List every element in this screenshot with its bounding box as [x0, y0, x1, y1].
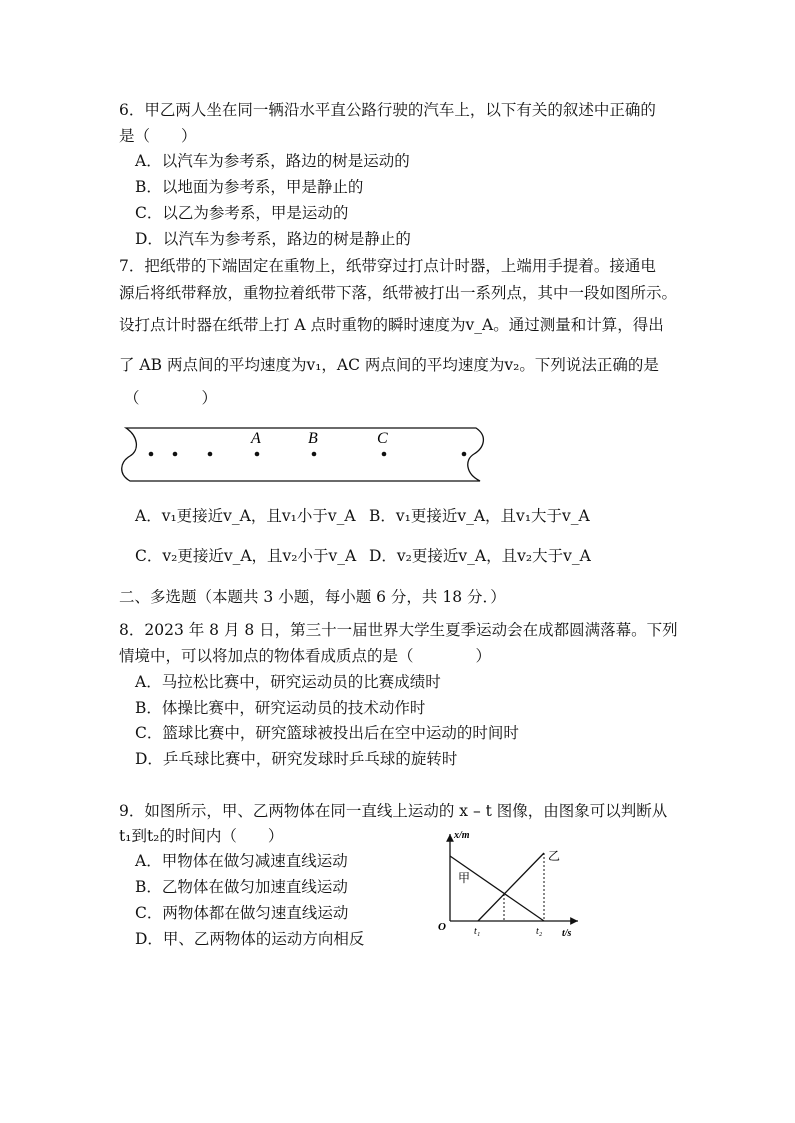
q8-option-d: D．乒乓球比赛中，研究发球时乒乓球的旋转时 — [135, 750, 458, 768]
x-axis-label: t/s — [562, 928, 572, 939]
paper-tape-figure — [116, 418, 492, 488]
t2-label: t₂ — [536, 926, 543, 937]
tape-dot — [173, 452, 178, 457]
q7-option-d: D．v₂更接近v_A，且v₂大于v_A — [369, 547, 591, 565]
q7-option-a: A．v₁更接近v_A，且v₁小于v_A — [135, 507, 356, 525]
q8-option-b: B．体操比赛中，研究运动员的技术动作时 — [135, 699, 426, 717]
tape-dot-b — [312, 452, 317, 457]
tape-label-b: B — [308, 430, 318, 447]
q7-option-b: B．v₁更接近v_A，且v₁大于v_A — [369, 507, 590, 525]
q6-stem-line1: 6．甲乙两人坐在同一辆沿水平直公路行驶的汽车上，以下有关的叙述中正确的 — [119, 101, 656, 119]
q8-stem-line2: 情境中，可以将加点的物体看成质点的是（ ） — [119, 647, 492, 665]
q6-option-d: D．以汽车为参考系，路边的树是静止的 — [135, 230, 411, 248]
q7-stem-line4: 了 AB 两点间的平均速度为v₁，AC 两点间的平均速度为v₂。下列说法正确的是 — [119, 356, 659, 374]
tape-label-c: C — [377, 430, 388, 447]
q8-stem-line1: 8．2023 年 8 月 8 日，第三十一届世界大学生夏季运动会在成都圆满落幕。下列 — [119, 621, 678, 639]
tape-dot — [149, 452, 154, 457]
q9-option-b: B．乙物体在做匀加速直线运动 — [135, 878, 348, 896]
q9-option-d: D．甲、乙两物体的运动方向相反 — [135, 930, 365, 948]
q7-stem-line5: （ ） — [124, 389, 218, 407]
q7-option-c: C．v₂更接近v_A，且v₂小于v_A — [135, 547, 357, 565]
tape-dot-a — [255, 452, 260, 457]
origin-label: O — [438, 921, 446, 933]
section-2-heading: 二、多选题（本题共 3 小题，每小题 6 分，共 18 分．） — [119, 588, 506, 606]
q8-option-c: C．篮球比赛中，研究篮球被投出后在空中运动的时间时 — [135, 724, 519, 742]
q6-option-c: C．以乙为参考系，甲是运动的 — [135, 204, 349, 222]
line-yi — [478, 853, 544, 921]
tape-dot — [462, 452, 467, 457]
q7-stem-line3: 设打点计时器在纸带上打 A 点时重物的瞬时速度为v_A。通过测量和计算，得出 — [119, 316, 664, 334]
q7-stem-line1: 7．把纸带的下端固定在重物上，纸带穿过打点计时器，上端用手提着。接通电 — [119, 257, 656, 275]
q6-stem-line2: 是（ ） — [119, 127, 197, 145]
series-label-jia: 甲 — [458, 871, 471, 885]
q9-stem-line1: 9．如图所示，甲、乙两物体在同一直线上运动的 x – t 图像，由图象可以判断从 — [119, 802, 668, 820]
series-label-yi: 乙 — [548, 849, 561, 863]
q8-option-a: A．马拉松比赛中，研究运动员的比赛成绩时 — [135, 673, 441, 691]
q7-stem-line2: 源后将纸带释放，重物拉着纸带下落，纸带被打出一系列点，其中一段如图所示。 — [119, 284, 678, 302]
tape-label-a: A — [251, 430, 261, 447]
q9-stem-line2: t₁到t₂的时间内（ ） — [119, 827, 284, 845]
t1-label: t₁ — [474, 926, 481, 937]
line-jia — [450, 856, 544, 921]
q9-option-a: A．甲物体在做匀减速直线运动 — [135, 852, 348, 870]
q6-option-a: A．以汽车为参考系，路边的树是运动的 — [135, 152, 410, 170]
tape-dot-c — [382, 452, 387, 457]
q9-option-c: C．两物体都在做匀速直线运动 — [135, 904, 349, 922]
xt-graph — [430, 826, 590, 941]
tape-dot — [208, 452, 213, 457]
y-axis-label: x/m — [454, 830, 470, 841]
q6-option-b: B．以地面为参考系，甲是静止的 — [135, 178, 364, 196]
